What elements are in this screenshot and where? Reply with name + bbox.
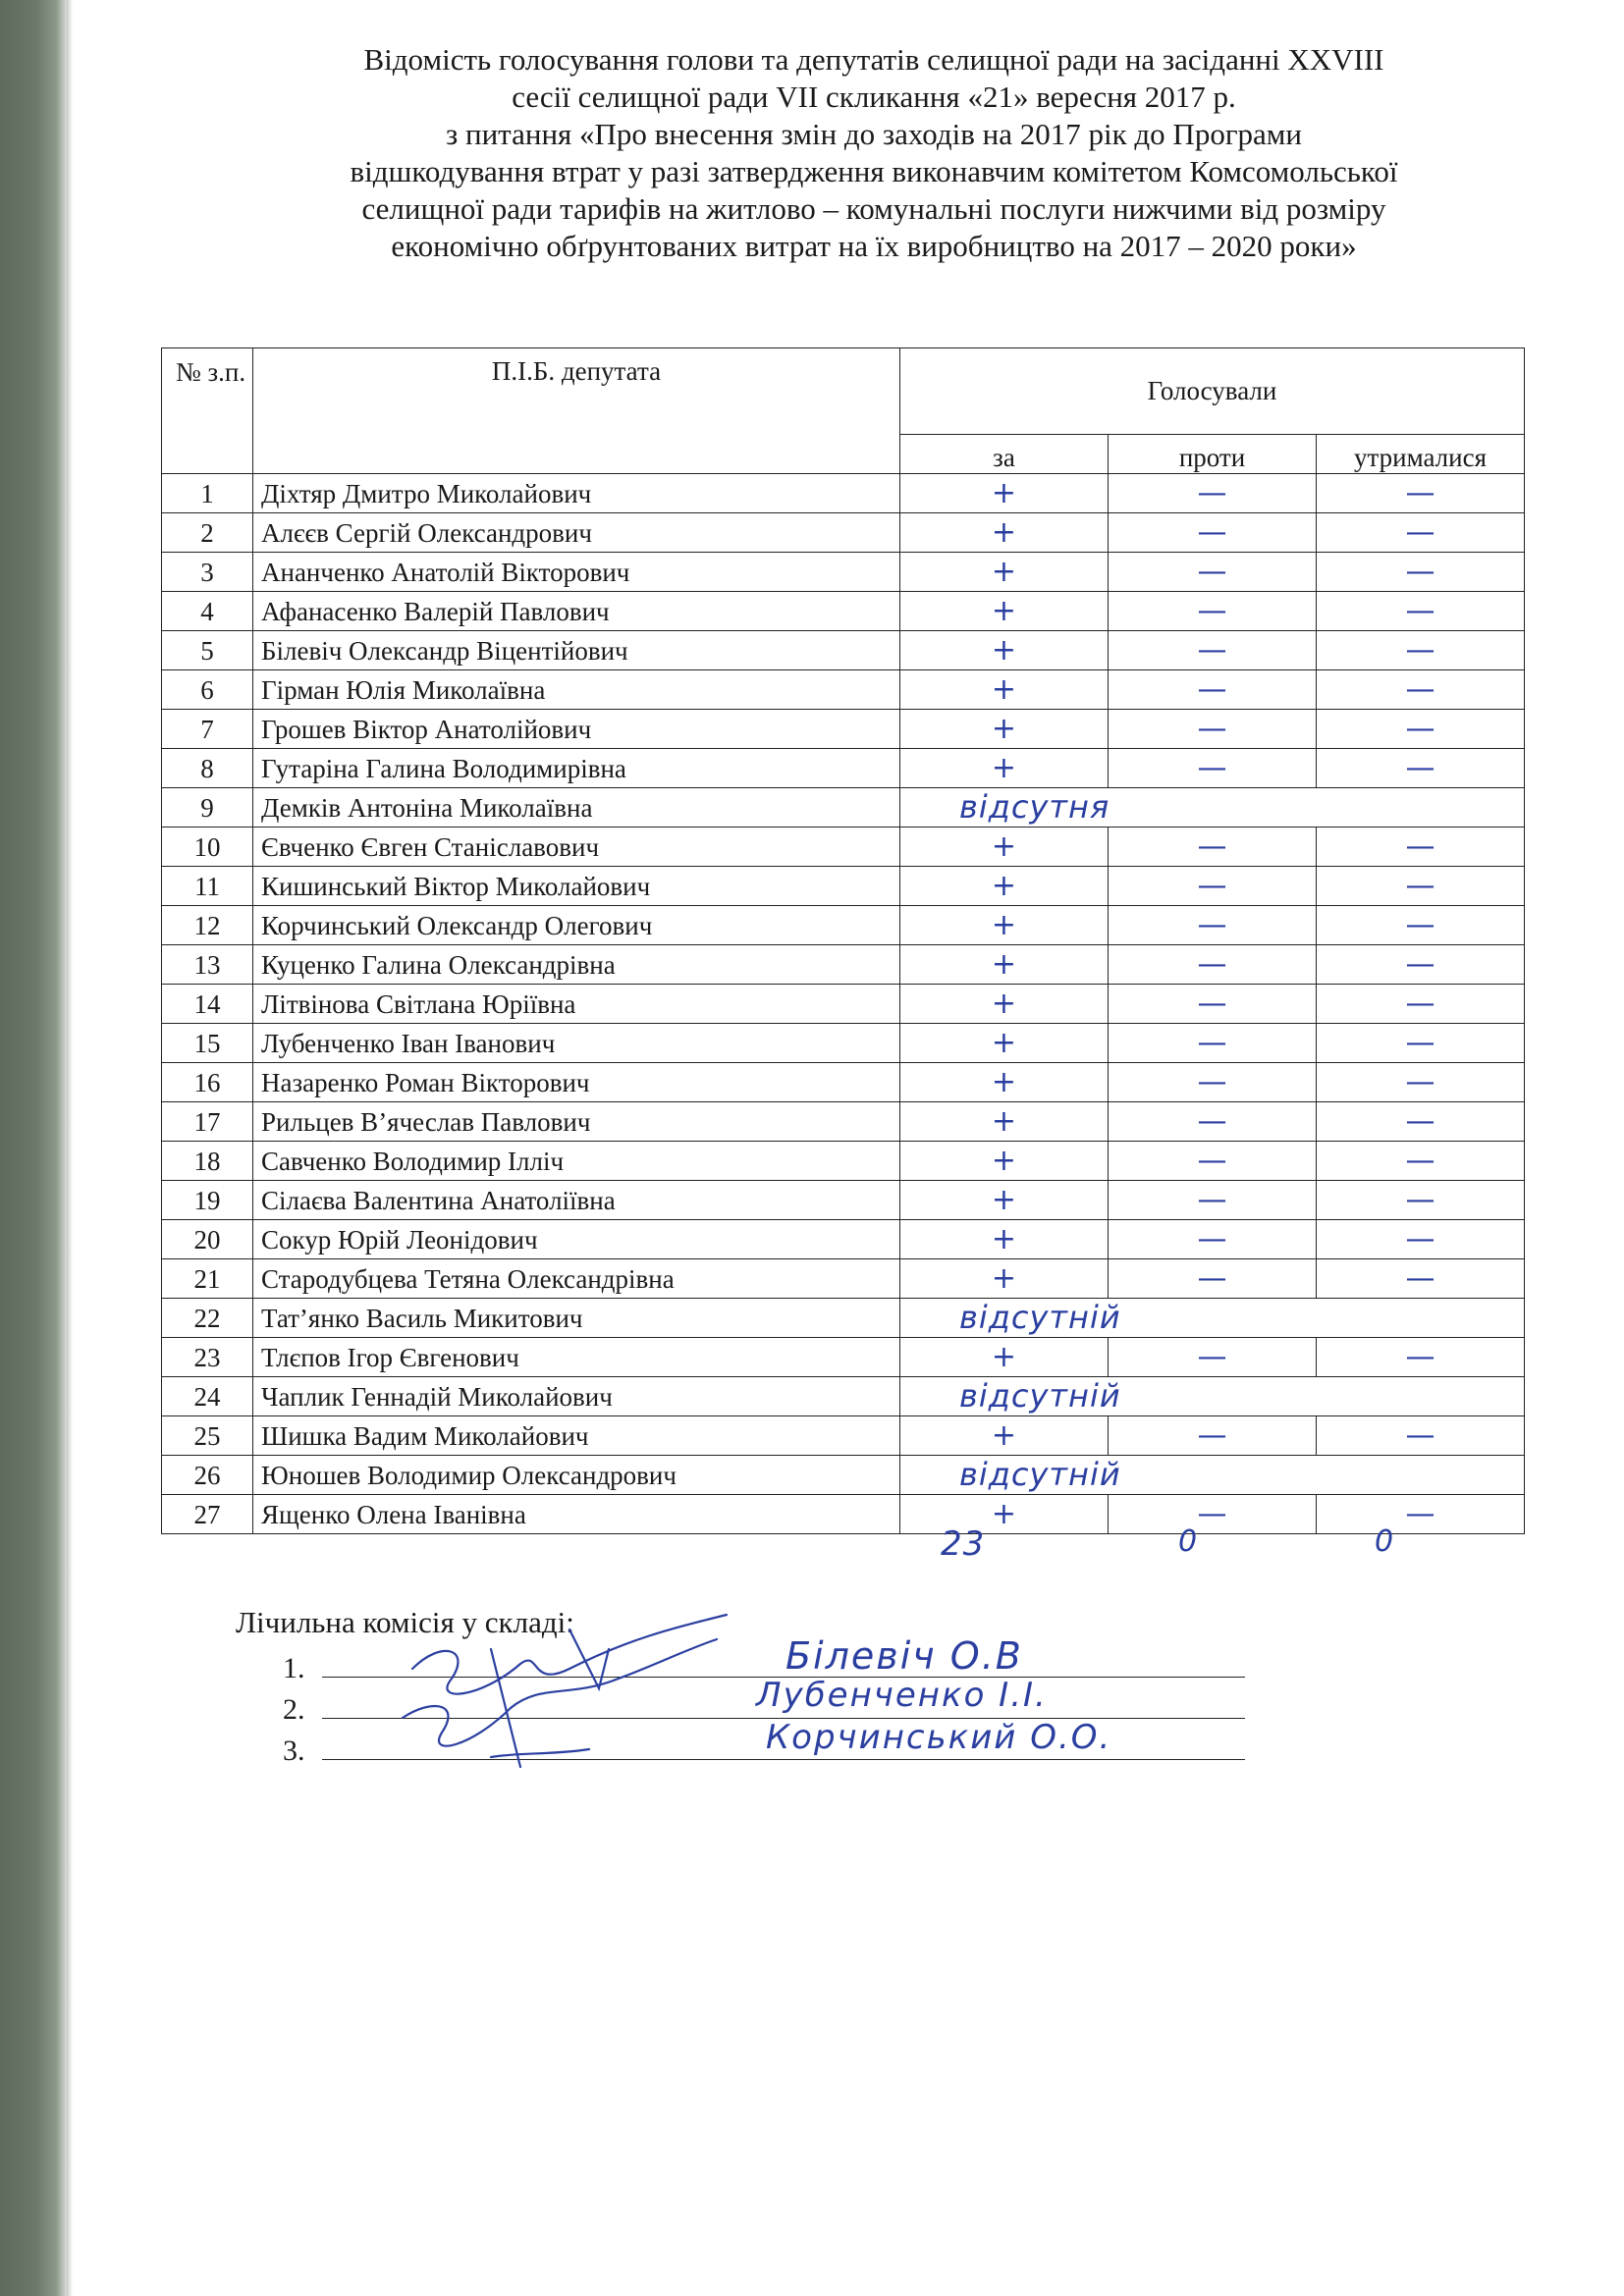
vote-against-mark: — bbox=[1197, 1143, 1227, 1178]
vote-for-mark-cell bbox=[900, 670, 1109, 710]
deputy-name: Куценко Галина Олександрівна bbox=[253, 945, 900, 985]
deputy-name: Кишинський Віктор Миколайович bbox=[253, 867, 900, 906]
title-line: сесії селищної ради VII скликання «21» вересня 2017 р. bbox=[512, 80, 1236, 114]
vote-for-mark: + bbox=[991, 907, 1017, 942]
header-name: П.І.Б. депутата bbox=[253, 348, 900, 474]
vote-for-mark-cell bbox=[900, 474, 1109, 513]
deputy-name: Демків Антоніна Миколаївна bbox=[253, 788, 900, 828]
table-row bbox=[162, 906, 1525, 945]
vote-against-mark-cell bbox=[1109, 906, 1317, 945]
vote-against-mark: — bbox=[1197, 671, 1227, 707]
vote-abstained-mark-cell bbox=[1317, 513, 1525, 553]
vote-against-mark: — bbox=[1197, 986, 1227, 1021]
vote-abstained-mark: — bbox=[1405, 868, 1435, 903]
vote-against-mark-cell bbox=[1109, 1181, 1317, 1220]
deputy-name: Афанасенко Валерій Павлович bbox=[253, 592, 900, 631]
vote-abstained-mark: — bbox=[1405, 1417, 1435, 1453]
deputy-name: Ананченко Анатолій Вікторович bbox=[253, 553, 900, 592]
absence-note-cell bbox=[900, 1456, 1525, 1495]
table-row bbox=[162, 1338, 1525, 1377]
table-row bbox=[162, 631, 1525, 670]
vote-abstained-mark: — bbox=[1405, 593, 1435, 628]
deputy-name: Сілаєва Валентина Анатоліївна bbox=[253, 1181, 900, 1220]
vote-for-mark: + bbox=[991, 711, 1017, 746]
vote-against-mark-cell bbox=[1109, 474, 1317, 513]
vote-for-mark: + bbox=[991, 986, 1017, 1021]
vote-abstained-mark: — bbox=[1405, 1143, 1435, 1178]
row-number: 25 bbox=[162, 1416, 253, 1456]
row-number: 21 bbox=[162, 1259, 253, 1299]
vote-against-mark-cell bbox=[1109, 553, 1317, 592]
vote-abstained-mark-cell bbox=[1317, 1102, 1525, 1142]
commission-member-name: Лубенченко І.І. bbox=[756, 1676, 1048, 1715]
row-number: 24 bbox=[162, 1377, 253, 1416]
commission-label: Лічильна комісія у складі: bbox=[236, 1605, 574, 1639]
deputy-name: Ященко Олена Іванівна bbox=[253, 1495, 900, 1534]
vote-abstained-mark-cell bbox=[1317, 749, 1525, 788]
row-number: 14 bbox=[162, 985, 253, 1024]
title-line: з питання «Про внесення змін до заходів на 2017 рік до Програми bbox=[446, 117, 1302, 151]
vote-against-mark-cell bbox=[1109, 945, 1317, 985]
total-for: 23 bbox=[941, 1524, 986, 1564]
vote-against-mark: — bbox=[1197, 593, 1227, 628]
vote-against-mark: — bbox=[1197, 1182, 1227, 1217]
deputy-name: Гірман Юлія Миколаївна bbox=[253, 670, 900, 710]
row-number: 9 bbox=[162, 788, 253, 828]
deputy-name: Савченко Володимир Ілліч bbox=[253, 1142, 900, 1181]
signature-number: 1. bbox=[283, 1652, 305, 1684]
row-number: 17 bbox=[162, 1102, 253, 1142]
absence-note: відсутній bbox=[959, 1376, 1121, 1415]
deputy-name: Лубенченко Іван Іванович bbox=[253, 1024, 900, 1063]
deputy-name: Юношев Володимир Олександрович bbox=[253, 1456, 900, 1495]
title-line: відшкодування втрат у разі затвердження виконавчим комітетом Комсомольської bbox=[350, 154, 1398, 188]
vote-abstained-mark-cell bbox=[1317, 1259, 1525, 1299]
vote-against-mark: — bbox=[1197, 868, 1227, 903]
signature-number: 3. bbox=[283, 1735, 305, 1767]
vote-for-mark: + bbox=[991, 1339, 1017, 1374]
vote-for-mark: + bbox=[991, 1182, 1017, 1217]
vote-abstained-mark: — bbox=[1405, 986, 1435, 1021]
table-row bbox=[162, 592, 1525, 631]
vote-against-mark-cell bbox=[1109, 1259, 1317, 1299]
row-number: 26 bbox=[162, 1456, 253, 1495]
deputy-name: Шишка Вадим Миколайович bbox=[253, 1416, 900, 1456]
vote-abstained-mark-cell bbox=[1317, 631, 1525, 670]
vote-for-mark-cell bbox=[900, 1181, 1109, 1220]
table-row bbox=[162, 1142, 1525, 1181]
deputy-name: Літвінова Світлана Юріївна bbox=[253, 985, 900, 1024]
deputy-name: Назаренко Роман Вікторович bbox=[253, 1063, 900, 1102]
vote-abstained-mark-cell bbox=[1317, 553, 1525, 592]
deputy-name: Рильцев В’ячеслав Павлович bbox=[253, 1102, 900, 1142]
deputy-name: Тлєпов Ігор Євгенович bbox=[253, 1338, 900, 1377]
table-row bbox=[162, 867, 1525, 906]
row-number: 7 bbox=[162, 710, 253, 749]
vote-abstained-mark: — bbox=[1405, 514, 1435, 550]
row-number: 5 bbox=[162, 631, 253, 670]
vote-for-mark-cell bbox=[900, 1416, 1109, 1456]
vote-against-mark-cell bbox=[1109, 749, 1317, 788]
vote-against-mark-cell bbox=[1109, 867, 1317, 906]
vote-against-mark-cell bbox=[1109, 985, 1317, 1024]
commission-member-name: Корчинський О.О. bbox=[766, 1718, 1112, 1757]
scan-edge bbox=[0, 0, 67, 2296]
vote-for-mark-cell bbox=[900, 710, 1109, 749]
vote-abstained-mark: — bbox=[1405, 946, 1435, 982]
vote-against-mark-cell bbox=[1109, 1063, 1317, 1102]
table-row bbox=[162, 1259, 1525, 1299]
vote-abstained-mark: — bbox=[1405, 1103, 1435, 1139]
table-row bbox=[162, 1063, 1525, 1102]
title-line: селищної ради тарифів на житлово – комунальні послуги нижчими від розміру bbox=[361, 191, 1386, 226]
deputy-name: Сокур Юрій Леонідович bbox=[253, 1220, 900, 1259]
vote-for-mark: + bbox=[991, 514, 1017, 550]
deputy-name: Тат’янко Василь Микитович bbox=[253, 1299, 900, 1338]
vote-for-mark: + bbox=[991, 632, 1017, 667]
vote-for-mark-cell bbox=[900, 867, 1109, 906]
row-number: 11 bbox=[162, 867, 253, 906]
row-number: 19 bbox=[162, 1181, 253, 1220]
vote-against-mark-cell bbox=[1109, 592, 1317, 631]
vote-against-mark: — bbox=[1197, 1064, 1227, 1099]
row-number: 16 bbox=[162, 1063, 253, 1102]
vote-against-mark-cell bbox=[1109, 1416, 1317, 1456]
vote-against-mark: — bbox=[1197, 1417, 1227, 1453]
vote-abstained-mark: — bbox=[1405, 1182, 1435, 1217]
vote-for-mark: + bbox=[991, 554, 1017, 589]
row-number: 22 bbox=[162, 1299, 253, 1338]
vote-for-mark-cell bbox=[900, 985, 1109, 1024]
vote-against-mark-cell bbox=[1109, 513, 1317, 553]
vote-abstained-mark-cell bbox=[1317, 1142, 1525, 1181]
vote-for-mark: + bbox=[991, 1103, 1017, 1139]
table-row bbox=[162, 710, 1525, 749]
header-abstained: утрималися bbox=[1317, 435, 1525, 474]
vote-abstained-mark: — bbox=[1405, 1339, 1435, 1374]
header-for: за bbox=[900, 435, 1109, 474]
vote-abstained-mark-cell bbox=[1317, 1338, 1525, 1377]
absence-note-cell bbox=[900, 788, 1525, 828]
vote-against-mark: — bbox=[1197, 554, 1227, 589]
row-number: 3 bbox=[162, 553, 253, 592]
vote-against-mark: — bbox=[1197, 946, 1227, 982]
table-row bbox=[162, 474, 1525, 513]
title-line: Відомість голосування голови та депутатів селищної ради на засіданні XXVIII bbox=[363, 42, 1384, 77]
absence-note-cell bbox=[900, 1377, 1525, 1416]
voting-table bbox=[161, 347, 1525, 1534]
vote-abstained-mark-cell bbox=[1317, 867, 1525, 906]
header-number: № з.п. bbox=[162, 348, 253, 474]
table-row bbox=[162, 945, 1525, 985]
vote-for-mark: + bbox=[991, 671, 1017, 707]
absence-note-cell bbox=[900, 1299, 1525, 1338]
vote-against-mark-cell bbox=[1109, 1220, 1317, 1259]
title-line: економічно обґрунтованих витрат на їх виробництво на 2017 – 2020 роки» bbox=[391, 229, 1357, 263]
handwritten-signature bbox=[373, 1610, 746, 1787]
vote-against-mark-cell bbox=[1109, 710, 1317, 749]
vote-abstained-mark-cell bbox=[1317, 710, 1525, 749]
vote-for-mark-cell bbox=[900, 945, 1109, 985]
vote-for-mark: + bbox=[991, 868, 1017, 903]
deputy-name: Білевіч Олександр Віцентійович bbox=[253, 631, 900, 670]
deputy-name: Чаплик Геннадій Миколайович bbox=[253, 1377, 900, 1416]
vote-abstained-mark-cell bbox=[1317, 1063, 1525, 1102]
vote-abstained-mark: — bbox=[1405, 554, 1435, 589]
vote-abstained-mark: — bbox=[1405, 750, 1435, 785]
table-row bbox=[162, 1024, 1525, 1063]
vote-against-mark: — bbox=[1197, 711, 1227, 746]
vote-abstained-mark: — bbox=[1405, 475, 1435, 510]
vote-abstained-mark-cell bbox=[1317, 828, 1525, 867]
table-row bbox=[162, 788, 1525, 828]
table-row bbox=[162, 1102, 1525, 1142]
vote-for-mark-cell bbox=[900, 553, 1109, 592]
deputy-name: Стародубцева Тетяна Олександрівна bbox=[253, 1259, 900, 1299]
row-number: 12 bbox=[162, 906, 253, 945]
vote-for-mark: + bbox=[991, 1221, 1017, 1256]
table-row bbox=[162, 670, 1525, 710]
vote-abstained-mark-cell bbox=[1317, 985, 1525, 1024]
signature-number: 2. bbox=[283, 1693, 305, 1726]
vote-against-mark-cell bbox=[1109, 1142, 1317, 1181]
vote-against-mark: — bbox=[1197, 1260, 1227, 1296]
table-row bbox=[162, 513, 1525, 553]
row-number: 8 bbox=[162, 749, 253, 788]
absence-note: відсутній bbox=[959, 1298, 1121, 1336]
vote-against-mark-cell bbox=[1109, 1024, 1317, 1063]
absence-note: відсутній bbox=[959, 1455, 1121, 1493]
vote-against-mark: — bbox=[1197, 1221, 1227, 1256]
row-number: 6 bbox=[162, 670, 253, 710]
vote-for-mark-cell bbox=[900, 631, 1109, 670]
vote-abstained-mark-cell bbox=[1317, 1220, 1525, 1259]
vote-against-mark: — bbox=[1197, 632, 1227, 667]
vote-for-mark: + bbox=[991, 1064, 1017, 1099]
document-title bbox=[196, 41, 1551, 265]
total-against: 0 bbox=[1178, 1524, 1199, 1559]
table-row bbox=[162, 1220, 1525, 1259]
vote-for-mark: + bbox=[991, 750, 1017, 785]
vote-abstained-mark-cell bbox=[1317, 1181, 1525, 1220]
row-number: 15 bbox=[162, 1024, 253, 1063]
vote-abstained-mark: — bbox=[1405, 1064, 1435, 1099]
table-row bbox=[162, 749, 1525, 788]
vote-abstained-mark: — bbox=[1405, 907, 1435, 942]
vote-against-mark: — bbox=[1197, 1103, 1227, 1139]
vote-abstained-mark: — bbox=[1405, 1260, 1435, 1296]
vote-against-mark: — bbox=[1197, 1339, 1227, 1374]
vote-abstained-mark-cell bbox=[1317, 1416, 1525, 1456]
deputy-name: Гутаріна Галина Володимирівна bbox=[253, 749, 900, 788]
vote-for-mark-cell bbox=[900, 1259, 1109, 1299]
vote-for-mark-cell bbox=[900, 1024, 1109, 1063]
deputy-name: Діхтяр Дмитро Миколайович bbox=[253, 474, 900, 513]
vote-against-mark-cell bbox=[1109, 631, 1317, 670]
table-row bbox=[162, 1377, 1525, 1416]
vote-for-mark-cell bbox=[900, 1102, 1109, 1142]
vote-for-mark-cell bbox=[900, 592, 1109, 631]
vote-abstained-mark-cell bbox=[1317, 1024, 1525, 1063]
table-row bbox=[162, 828, 1525, 867]
table-row bbox=[162, 1416, 1525, 1456]
vote-for-mark: + bbox=[991, 946, 1017, 982]
row-number: 18 bbox=[162, 1142, 253, 1181]
table-row bbox=[162, 553, 1525, 592]
vote-for-mark-cell bbox=[900, 1063, 1109, 1102]
vote-abstained-mark-cell bbox=[1317, 592, 1525, 631]
vote-for-mark-cell bbox=[900, 749, 1109, 788]
row-number: 23 bbox=[162, 1338, 253, 1377]
vote-abstained-mark-cell bbox=[1317, 945, 1525, 985]
vote-abstained-mark: — bbox=[1405, 632, 1435, 667]
absence-note: відсутня bbox=[959, 787, 1110, 826]
vote-abstained-mark: — bbox=[1405, 711, 1435, 746]
vote-against-mark-cell bbox=[1109, 1338, 1317, 1377]
vote-for-mark-cell bbox=[900, 1338, 1109, 1377]
voting-table-body bbox=[162, 474, 1525, 1534]
vote-against-mark: — bbox=[1197, 1496, 1227, 1531]
vote-against-mark: — bbox=[1197, 1025, 1227, 1060]
header-against: проти bbox=[1109, 435, 1317, 474]
deputy-name: Корчинський Олександр Олегович bbox=[253, 906, 900, 945]
vote-abstained-mark-cell bbox=[1317, 670, 1525, 710]
table-row bbox=[162, 1181, 1525, 1220]
vote-for-mark: + bbox=[991, 1143, 1017, 1178]
vote-abstained-mark: — bbox=[1405, 1496, 1435, 1531]
vote-abstained-mark: — bbox=[1405, 1025, 1435, 1060]
vote-abstained-mark: — bbox=[1405, 1221, 1435, 1256]
vote-totals bbox=[0, 1524, 1624, 1574]
deputy-name: Грошев Віктор Анатолійович bbox=[253, 710, 900, 749]
vote-for-mark-cell bbox=[900, 828, 1109, 867]
vote-against-mark-cell bbox=[1109, 828, 1317, 867]
vote-abstained-mark-cell bbox=[1317, 906, 1525, 945]
vote-for-mark-cell bbox=[900, 513, 1109, 553]
vote-for-mark: + bbox=[991, 1025, 1017, 1060]
table-row bbox=[162, 1299, 1525, 1338]
header-voted: Голосували bbox=[900, 348, 1525, 435]
commission-member-name: Білевіч О.В bbox=[785, 1634, 1023, 1678]
vote-against-mark: — bbox=[1197, 514, 1227, 550]
total-abstained: 0 bbox=[1375, 1524, 1395, 1559]
vote-against-mark: — bbox=[1197, 750, 1227, 785]
vote-for-mark: + bbox=[991, 1417, 1017, 1453]
vote-for-mark: + bbox=[991, 828, 1017, 864]
row-number: 10 bbox=[162, 828, 253, 867]
row-number: 4 bbox=[162, 592, 253, 631]
scan-edge-shadow bbox=[67, 0, 73, 2296]
row-number: 1 bbox=[162, 474, 253, 513]
vote-for-mark: + bbox=[991, 1496, 1017, 1531]
row-number: 13 bbox=[162, 945, 253, 985]
row-number: 2 bbox=[162, 513, 253, 553]
vote-abstained-mark: — bbox=[1405, 671, 1435, 707]
table-row bbox=[162, 985, 1525, 1024]
vote-against-mark-cell bbox=[1109, 670, 1317, 710]
vote-against-mark: — bbox=[1197, 475, 1227, 510]
row-number: 20 bbox=[162, 1220, 253, 1259]
vote-for-mark-cell bbox=[900, 906, 1109, 945]
vote-abstained-mark: — bbox=[1405, 828, 1435, 864]
deputy-name: Алєєв Сергій Олександрович bbox=[253, 513, 900, 553]
vote-against-mark: — bbox=[1197, 828, 1227, 864]
deputy-name: Євченко Євген Станіславович bbox=[253, 828, 900, 867]
vote-for-mark-cell bbox=[900, 1142, 1109, 1181]
row-number: 27 bbox=[162, 1495, 253, 1534]
vote-for-mark: + bbox=[991, 593, 1017, 628]
vote-abstained-mark-cell bbox=[1317, 474, 1525, 513]
vote-for-mark: + bbox=[991, 475, 1017, 510]
vote-against-mark-cell bbox=[1109, 1102, 1317, 1142]
table-row bbox=[162, 1456, 1525, 1495]
vote-against-mark: — bbox=[1197, 907, 1227, 942]
vote-for-mark-cell bbox=[900, 1220, 1109, 1259]
vote-for-mark: + bbox=[991, 1260, 1017, 1296]
